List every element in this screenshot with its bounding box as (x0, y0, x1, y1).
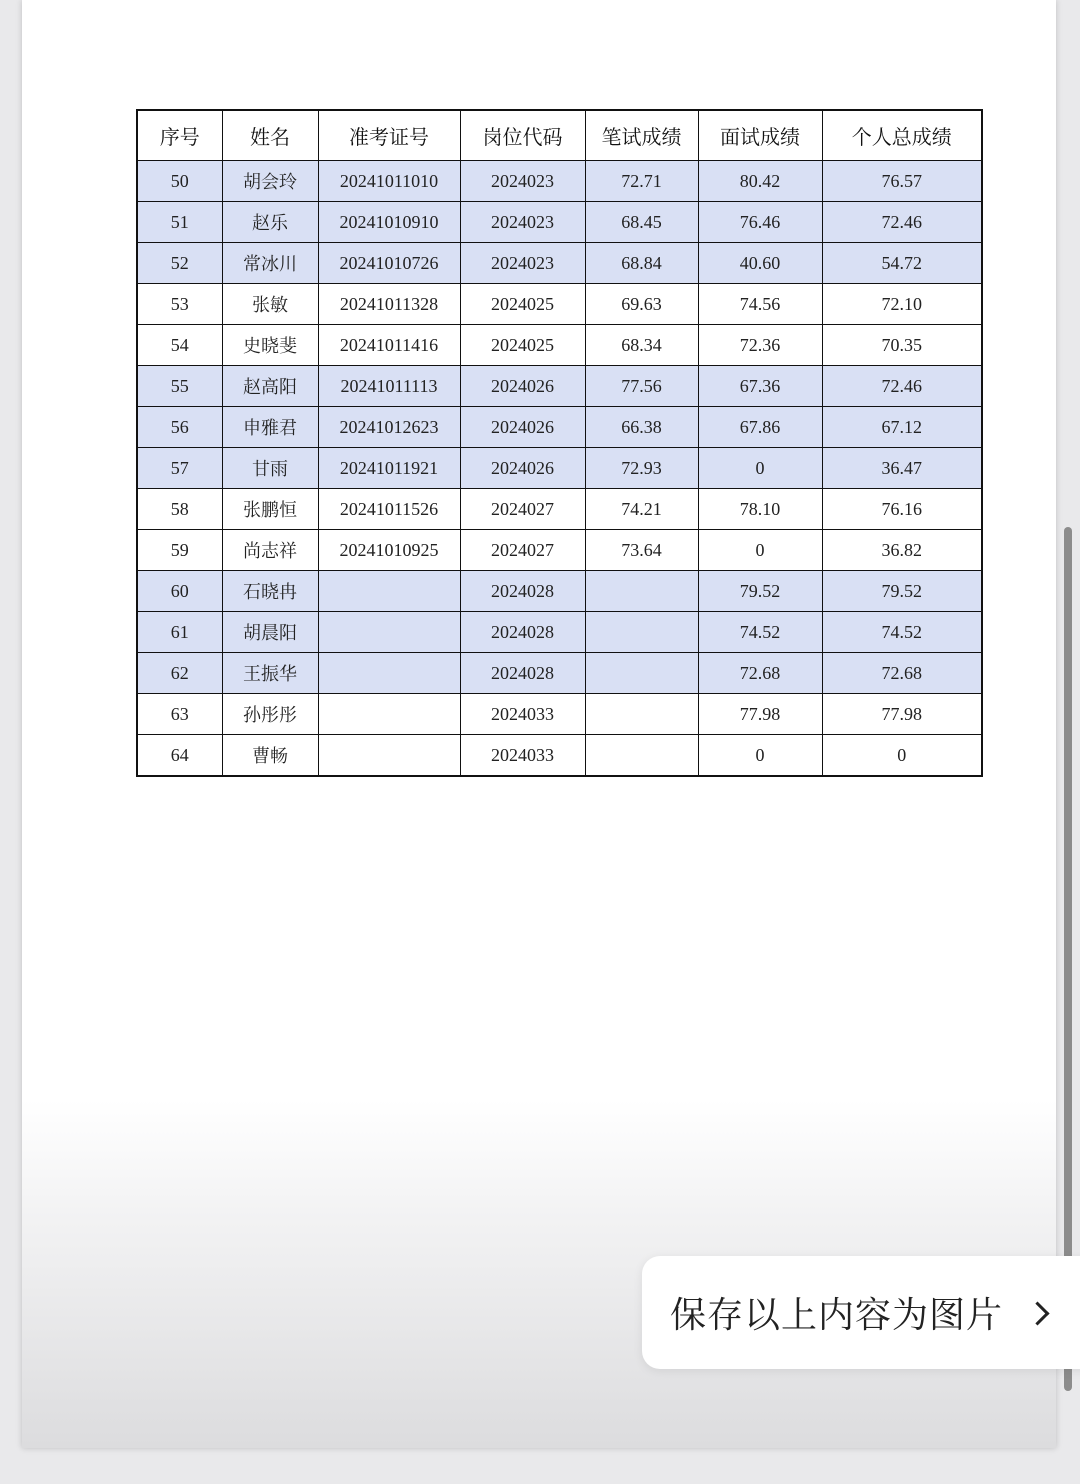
cell-total-score: 54.72 (822, 243, 982, 284)
cell-interview-score: 0 (698, 448, 822, 489)
cell-written-score: 72.93 (585, 448, 698, 489)
cell-no: 55 (137, 366, 222, 407)
header-post-code: 岗位代码 (460, 110, 585, 161)
cell-ticket-number: 20241011113 (318, 366, 460, 407)
cell-no: 59 (137, 530, 222, 571)
cell-post-code: 2024023 (460, 161, 585, 202)
cell-ticket-number: 20241010910 (318, 202, 460, 243)
cell-post-code: 2024025 (460, 325, 585, 366)
cell-interview-score: 0 (698, 735, 822, 777)
cell-name: 胡会玲 (222, 161, 318, 202)
cell-written-score: 69.63 (585, 284, 698, 325)
cell-interview-score: 79.52 (698, 571, 822, 612)
header-written-score: 笔试成绩 (585, 110, 698, 161)
cell-interview-score: 0 (698, 530, 822, 571)
cell-name: 甘雨 (222, 448, 318, 489)
cell-ticket-number: 20241011416 (318, 325, 460, 366)
cell-post-code: 2024025 (460, 284, 585, 325)
cell-no: 54 (137, 325, 222, 366)
header-no: 序号 (137, 110, 222, 161)
cell-total-score: 36.82 (822, 530, 982, 571)
header-ticket-number: 准考证号 (318, 110, 460, 161)
cell-total-score: 0 (822, 735, 982, 777)
cell-post-code: 2024028 (460, 653, 585, 694)
cell-written-score (585, 653, 698, 694)
score-table (136, 109, 983, 777)
table-row (137, 448, 982, 489)
cell-ticket-number (318, 735, 460, 777)
cell-ticket-number: 20241011526 (318, 489, 460, 530)
cell-no: 64 (137, 735, 222, 777)
cell-name: 常冰川 (222, 243, 318, 284)
cell-name: 王振华 (222, 653, 318, 694)
cell-name: 胡晨阳 (222, 612, 318, 653)
table-row (137, 366, 982, 407)
cell-interview-score: 74.52 (698, 612, 822, 653)
table-row (137, 694, 982, 735)
cell-no: 50 (137, 161, 222, 202)
cell-written-score (585, 571, 698, 612)
cell-post-code: 2024023 (460, 243, 585, 284)
table-row (137, 571, 982, 612)
cell-total-score: 76.16 (822, 489, 982, 530)
cell-interview-score: 80.42 (698, 161, 822, 202)
table-row (137, 735, 982, 777)
cell-ticket-number: 20241010925 (318, 530, 460, 571)
cell-total-score: 70.35 (822, 325, 982, 366)
cell-post-code: 2024028 (460, 612, 585, 653)
table-row (137, 284, 982, 325)
cell-written-score: 73.64 (585, 530, 698, 571)
cell-no: 56 (137, 407, 222, 448)
cell-no: 61 (137, 612, 222, 653)
cell-no: 58 (137, 489, 222, 530)
cell-name: 曹畅 (222, 735, 318, 777)
cell-post-code: 2024033 (460, 694, 585, 735)
table-row (137, 325, 982, 366)
cell-post-code: 2024033 (460, 735, 585, 777)
cell-total-score: 72.68 (822, 653, 982, 694)
cell-post-code: 2024027 (460, 489, 585, 530)
cell-total-score: 72.10 (822, 284, 982, 325)
table-row (137, 653, 982, 694)
cell-total-score: 72.46 (822, 202, 982, 243)
cell-name: 史晓斐 (222, 325, 318, 366)
table-row (137, 202, 982, 243)
cell-interview-score: 67.36 (698, 366, 822, 407)
cell-written-score: 68.84 (585, 243, 698, 284)
cell-no: 60 (137, 571, 222, 612)
cell-interview-score: 77.98 (698, 694, 822, 735)
cell-written-score: 72.71 (585, 161, 698, 202)
cell-total-score: 79.52 (822, 571, 982, 612)
table-row (137, 530, 982, 571)
cell-no: 52 (137, 243, 222, 284)
cell-ticket-number: 20241011328 (318, 284, 460, 325)
header-name: 姓名 (222, 110, 318, 161)
cell-written-score (585, 612, 698, 653)
cell-no: 51 (137, 202, 222, 243)
cell-written-score: 66.38 (585, 407, 698, 448)
cell-written-score: 68.34 (585, 325, 698, 366)
cell-ticket-number: 20241010726 (318, 243, 460, 284)
table-row (137, 243, 982, 284)
cell-interview-score: 40.60 (698, 243, 822, 284)
cell-ticket-number: 20241012623 (318, 407, 460, 448)
cell-name: 张敏 (222, 284, 318, 325)
cell-ticket-number (318, 694, 460, 735)
cell-no: 57 (137, 448, 222, 489)
cell-written-score: 77.56 (585, 366, 698, 407)
cell-interview-score: 78.10 (698, 489, 822, 530)
cell-name: 孙彤彤 (222, 694, 318, 735)
cell-no: 63 (137, 694, 222, 735)
cell-total-score: 36.47 (822, 448, 982, 489)
cell-total-score: 74.52 (822, 612, 982, 653)
cell-post-code: 2024023 (460, 202, 585, 243)
table-row (137, 407, 982, 448)
cell-ticket-number: 20241011921 (318, 448, 460, 489)
cell-written-score (585, 735, 698, 777)
cell-written-score (585, 694, 698, 735)
cell-post-code: 2024026 (460, 366, 585, 407)
table-row (137, 612, 982, 653)
cell-name: 石晓冉 (222, 571, 318, 612)
header-total-score: 个人总成绩 (822, 110, 982, 161)
cell-written-score: 68.45 (585, 202, 698, 243)
table-body (137, 161, 982, 777)
cell-interview-score: 72.36 (698, 325, 822, 366)
cell-name: 尚志祥 (222, 530, 318, 571)
cell-post-code: 2024026 (460, 448, 585, 489)
cell-post-code: 2024028 (460, 571, 585, 612)
cell-ticket-number (318, 571, 460, 612)
cell-post-code: 2024026 (460, 407, 585, 448)
cell-interview-score: 72.68 (698, 653, 822, 694)
document-page (22, 0, 1056, 1448)
cell-name: 赵高阳 (222, 366, 318, 407)
cell-written-score: 74.21 (585, 489, 698, 530)
cell-name: 张鹏恒 (222, 489, 318, 530)
cell-total-score: 72.46 (822, 366, 982, 407)
cell-total-score: 67.12 (822, 407, 982, 448)
header-interview-score: 面试成绩 (698, 110, 822, 161)
cell-total-score: 76.57 (822, 161, 982, 202)
cell-total-score: 77.98 (822, 694, 982, 735)
chevron-right-icon (1025, 1301, 1049, 1325)
cell-no: 53 (137, 284, 222, 325)
table-header-row (137, 110, 982, 161)
cell-name: 赵乐 (222, 202, 318, 243)
cell-interview-score: 76.46 (698, 202, 822, 243)
cell-ticket-number: 20241011010 (318, 161, 460, 202)
cell-interview-score: 67.86 (698, 407, 822, 448)
save-as-image-label: 保存以上内容为图片 (670, 1295, 1004, 1336)
table-row (137, 161, 982, 202)
cell-interview-score: 74.56 (698, 284, 822, 325)
cell-no: 62 (137, 653, 222, 694)
save-as-image-button[interactable] (642, 1256, 1080, 1369)
cell-ticket-number (318, 612, 460, 653)
table-row (137, 489, 982, 530)
cell-name: 申雅君 (222, 407, 318, 448)
cell-ticket-number (318, 653, 460, 694)
cell-post-code: 2024027 (460, 530, 585, 571)
